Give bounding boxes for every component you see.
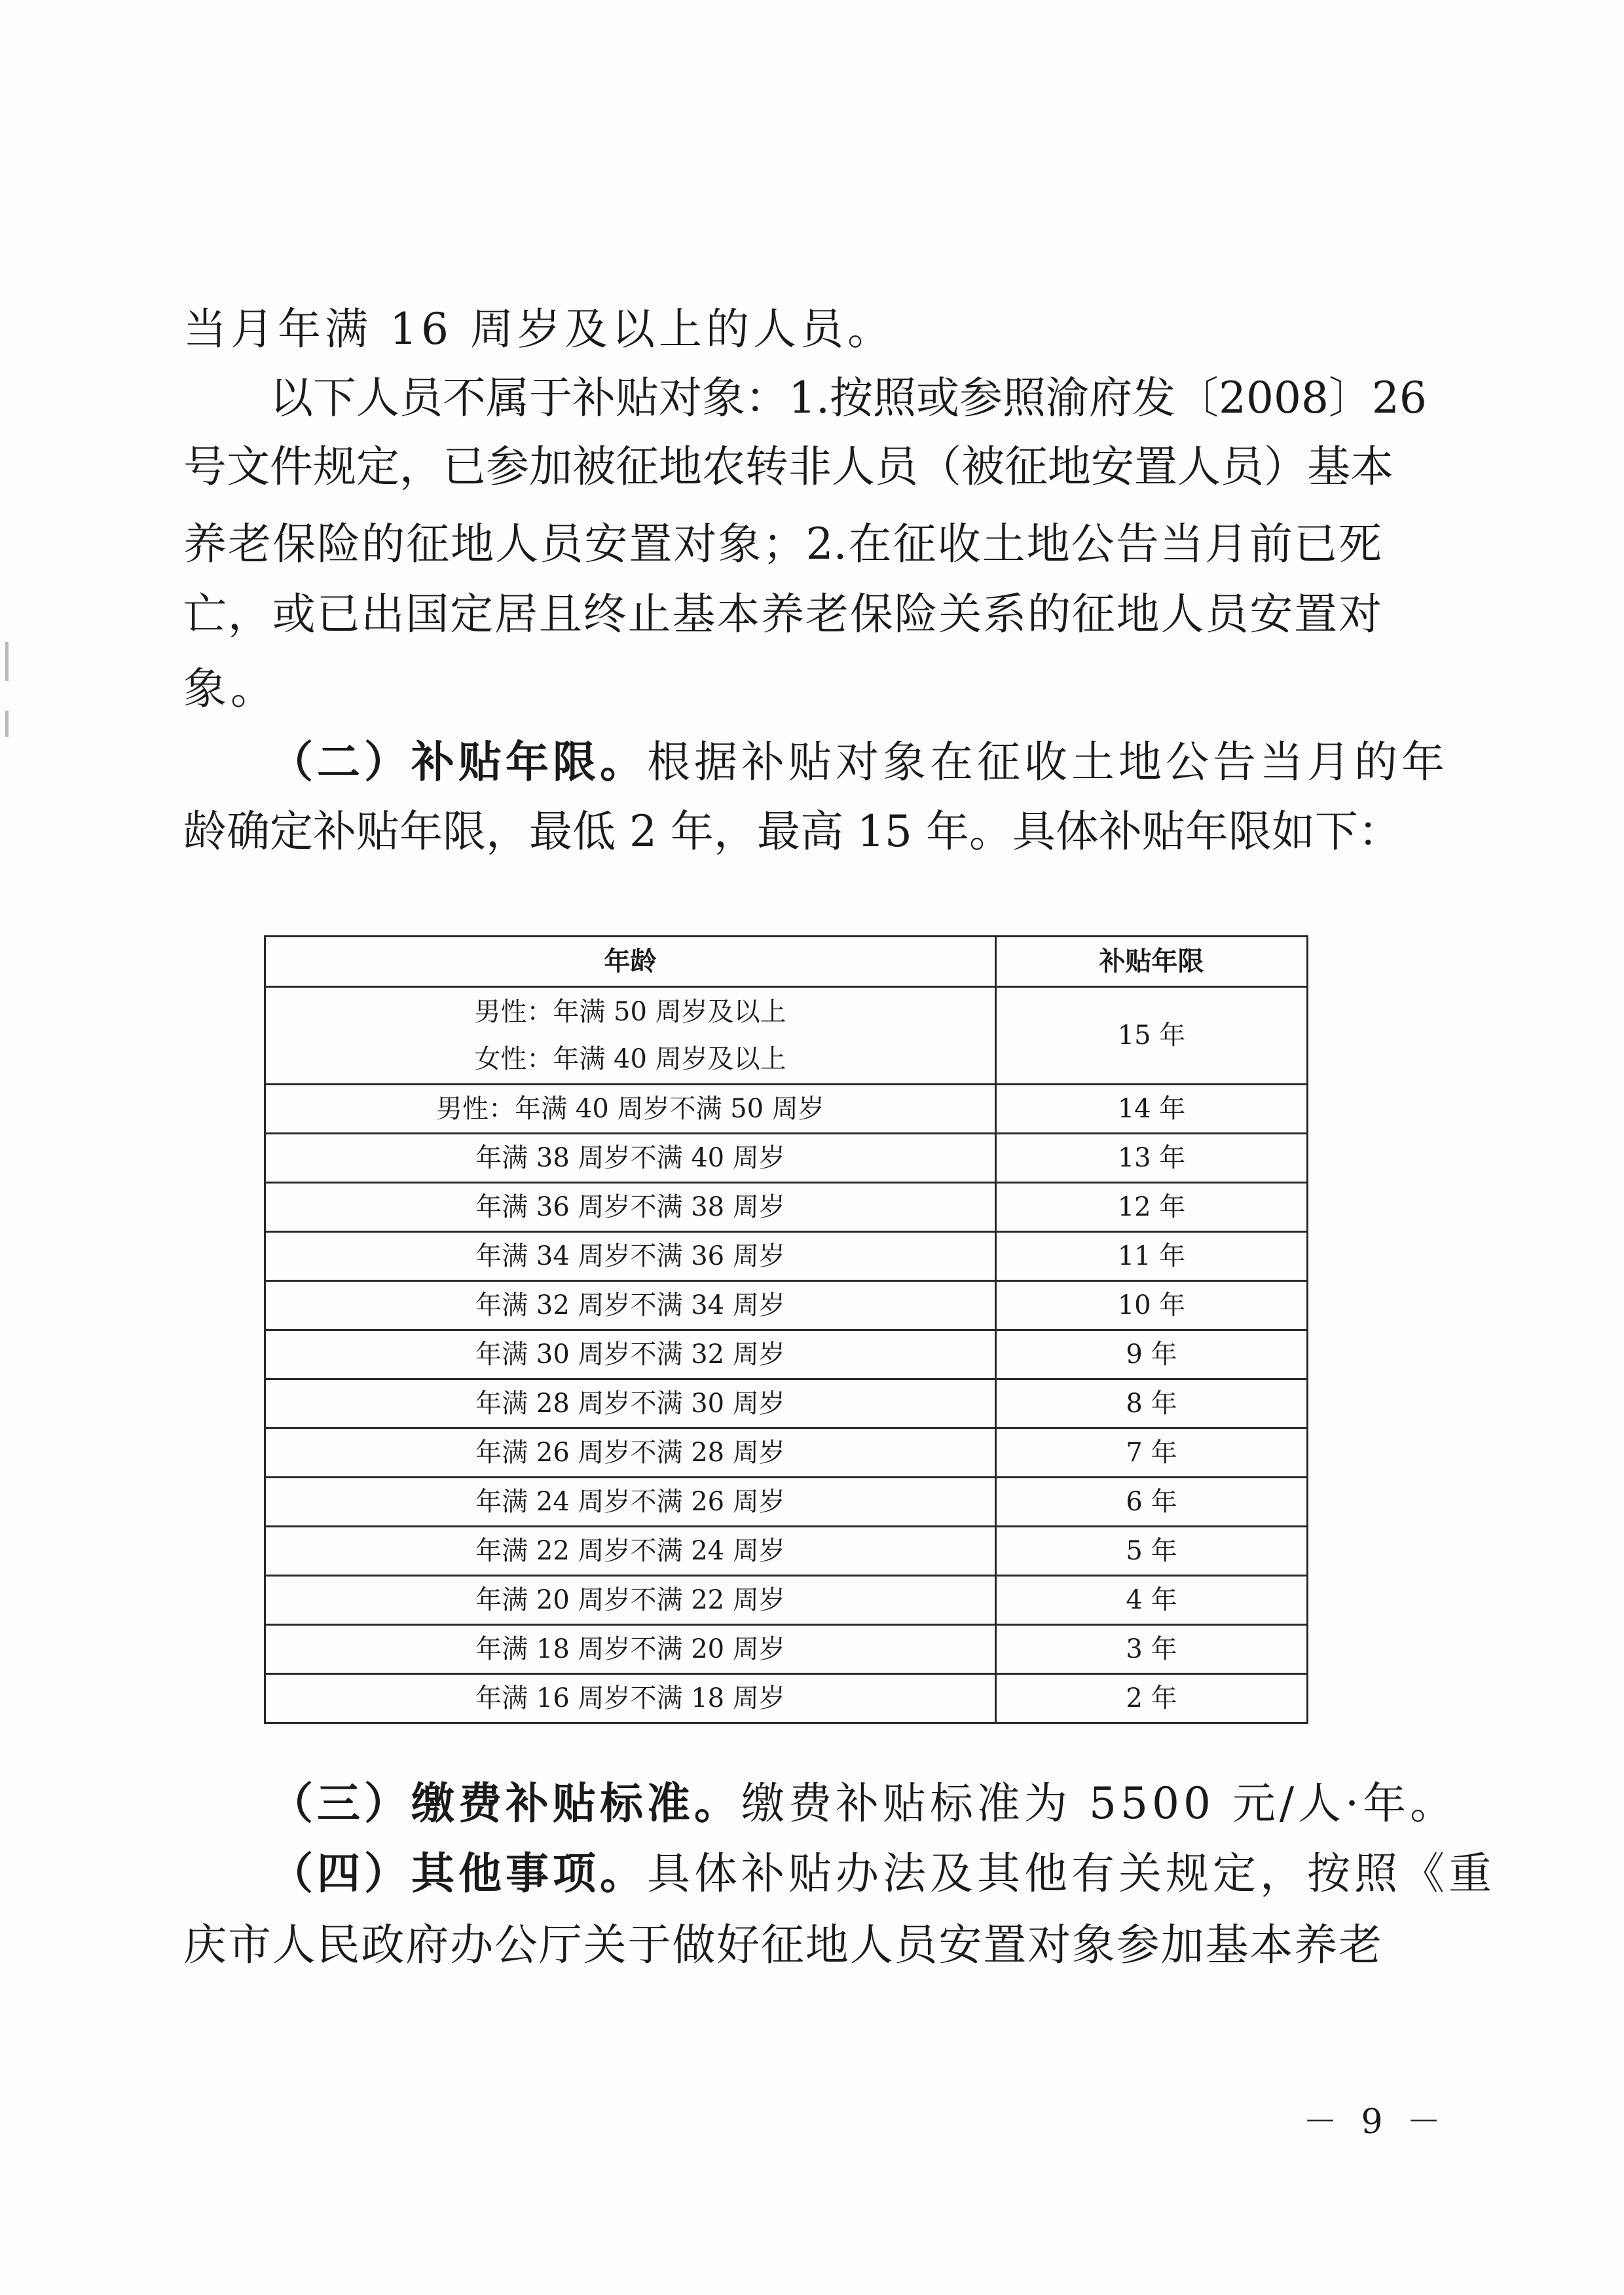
years-cell: 15 年: [996, 987, 1308, 1085]
age-cell: 年满 34 周岁不满 36 周岁: [265, 1232, 996, 1281]
table-row: [265, 1625, 1308, 1674]
years-cell: 2 年: [996, 1674, 1308, 1723]
body-line: 以下人员不属于补贴对象：1.按照或参照渝府发〔2008〕26: [270, 373, 1427, 423]
table-row: [265, 1330, 1308, 1379]
age-cell: 年满 28 周岁不满 30 周岁: [265, 1379, 996, 1428]
years-cell: 14 年: [996, 1085, 1308, 1134]
column-header-age: 年龄: [265, 937, 996, 987]
body-line: 当月年满 16 周岁及以上的人员。: [183, 304, 895, 354]
age-cell: 男性：年满 40 周岁不满 50 周岁: [265, 1085, 996, 1134]
years-cell: 3 年: [996, 1625, 1308, 1674]
table-row: [265, 1428, 1308, 1478]
body-line: 龄确定补贴年限，最低 2 年，最高 15 年。具体补贴年限如下：: [183, 806, 1401, 857]
table-row: [265, 1134, 1308, 1183]
years-cell: 13 年: [996, 1134, 1308, 1183]
section-3-heading: （三）缴费补贴标准。: [270, 1778, 741, 1829]
age-cell: 年满 22 周岁不满 24 周岁: [265, 1527, 996, 1576]
age-cell: 年满 32 周岁不满 34 周岁: [265, 1281, 996, 1330]
years-cell: 4 年: [996, 1576, 1308, 1625]
years-cell: 11 年: [996, 1232, 1308, 1281]
section-2-text: 根据补贴对象在征收土地公告当月的年: [647, 737, 1449, 787]
section-2-heading: （二）补贴年限。: [270, 736, 647, 787]
age-cell: 年满 16 周岁不满 18 周岁: [265, 1674, 996, 1723]
years-cell: 6 年: [996, 1478, 1308, 1527]
table-row: [265, 1232, 1308, 1281]
age-cell: 年满 36 周岁不满 38 周岁: [265, 1183, 996, 1232]
table-row: [265, 1576, 1308, 1625]
body-line: 象。: [183, 663, 278, 714]
section-4-text: 具体补贴办法及其他有关规定，按照《重: [647, 1848, 1496, 1899]
table-row: [265, 987, 1308, 1085]
years-cell: 5 年: [996, 1527, 1308, 1576]
age-cell: 年满 24 周岁不满 26 周岁: [265, 1478, 996, 1527]
years-cell: 8 年: [996, 1379, 1308, 1428]
age-cell: 年满 30 周岁不满 32 周岁: [265, 1330, 996, 1379]
subsidy-years-table: [264, 935, 1308, 1724]
age-cell: 年满 26 周岁不满 28 周岁: [265, 1428, 996, 1478]
age-cell: 年满 38 周岁不满 40 周岁: [265, 1134, 996, 1183]
table-row: [265, 1527, 1308, 1576]
table-row: [265, 1674, 1308, 1723]
section-4-line: [183, 1844, 1496, 1903]
section-2-line: [183, 732, 1449, 792]
scan-artifact: [5, 642, 9, 681]
age-cell: 年满 18 周岁不满 20 周岁: [265, 1625, 996, 1674]
page-number: － 9 －: [1303, 2102, 1448, 2142]
body-line: 亡，或已出国定居且终止基本养老保险关系的征地人员安置对: [183, 589, 1382, 639]
table-row: [265, 1183, 1308, 1232]
table-row: [265, 1085, 1308, 1134]
table-header-row: [265, 937, 1308, 987]
section-3-text: 缴费补贴标准为 5500 元/人·年。: [741, 1778, 1458, 1829]
table-row: [265, 1379, 1308, 1428]
years-cell: 9 年: [996, 1330, 1308, 1379]
body-line: 号文件规定，已参加被征地农转非人员（被征地安置人员）基本: [183, 441, 1393, 492]
table-row: [265, 1478, 1308, 1527]
body-line: 养老保险的征地人员安置对象；2.在征收土地公告当月前已死: [183, 519, 1382, 569]
scan-artifact: [5, 711, 9, 737]
body-line: 庆市人民政府办公厅关于做好征地人员安置对象参加基本养老: [183, 1920, 1382, 1970]
section-4-heading: （四）其他事项。: [270, 1848, 647, 1899]
age-line: 男性：年满 50 周岁及以上: [474, 997, 786, 1027]
years-cell: 12 年: [996, 1183, 1308, 1232]
age-cell: 年满 20 周岁不满 22 周岁: [265, 1576, 996, 1625]
years-cell: 10 年: [996, 1281, 1308, 1330]
table-row: [265, 1281, 1308, 1330]
age-cell: [265, 987, 996, 1085]
section-3-line: [183, 1774, 1458, 1833]
age-line: 女性：年满 40 周岁及以上: [474, 1044, 786, 1074]
years-cell: 7 年: [996, 1428, 1308, 1478]
column-header-years: 补贴年限: [996, 937, 1308, 987]
